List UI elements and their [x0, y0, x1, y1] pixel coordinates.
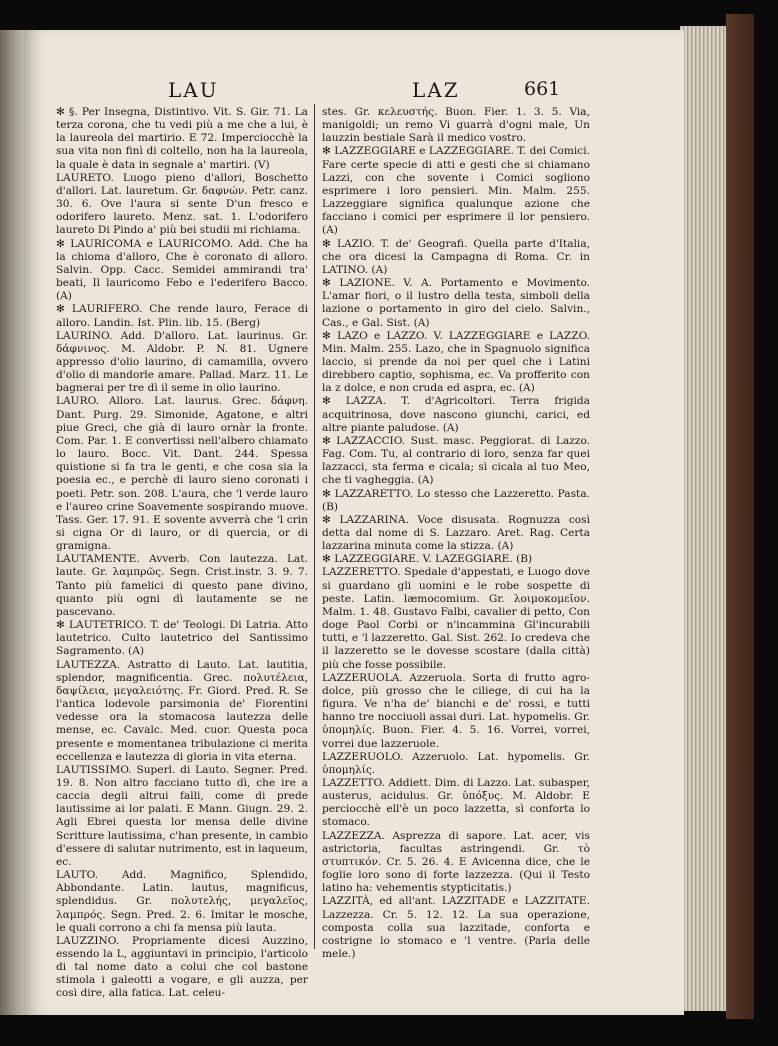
- entry: ✻ §. Per Insegna, Distintivo. Vit. S. Gir. 71. La terza corona, che tu vedi più a me che a lui, è la laureola del martirio. E 72. Imperciocchè la sua vita non finì di coltello, non ha la laureola, la quale è data in segnale a' martiri. (V): [56, 106, 308, 171]
- page-number: 661: [524, 78, 561, 100]
- entry: ✻ LAZZEGGIARE e LAZZEGGIARE. T. dei Comici. Fare certe specie di atti e gesti che si chiamano Lazzi, con che sovente i Comici sogliono esprimere i loro pensieri. Min. Malm. 255. Lazzeggiare significa qualunque azione che facciano i comici per esprimere il lor pensiero. (A): [322, 145, 590, 237]
- entry: ✻ LAZZARETTO. Lo stesso che Lazzeretto. Pasta. (B): [322, 487, 590, 513]
- book-cover-right: [726, 14, 754, 1019]
- entry: LAURINO. Add. D'alloro. Lat. laurinus. Gr. δάφνινος. M. Aldobr. P. N. 81. Ugnere appresso d'olio laurino, di camamilla, ovvero d'olio di mandorle amare. Pallad. Marz. 11. Le bagnerai per tre dì il seme in olio laurino.: [56, 329, 308, 395]
- entry: ✻ LAUTETRICO. T. de' Teologi. Di Latria. Atto lautetrico. Culto lautetrico del Santissimo Sagramento. (A): [56, 619, 308, 658]
- entry: ✻ LAZO e LAZZO. V. LAZZEGGIARE e LAZZO. Min. Malm. 255. Lazo, che in Spagnuolo significa laccio, si prende da noi per quel che i Latini direbbero captio, sophisma, ec. Va profferito con la z dolce, e non cruda ed aspra, ec. (A): [322, 329, 590, 395]
- entry: LAZZERUOLA. Azzeruola. Sorta di frutto agro-dolce, più grosso che le ciliege, di cui ha la figura. Ve n'ha de' bianchi e de' rossi, e tutti hanno tre nocciuoli assai duri. Lat. hypomelis. Gr. ὑπομηλίς. Buon. Fier. 4. 5. 16. Vorrei, vorrei, vorrei due lazzeruole.: [322, 671, 590, 750]
- entry: LAZZERETTO. Spedale d'appestati, e Luogo dove si guardano gli uomini e le robe sospette di peste. Latin. læmocomium. Gr. λοιμοκομεῖον. Malm. 1. 48. Gustavo Falbi, cavalier di petto, Con doge Paol Corbi or n'incammina Gl'incurabili tutti, e 'l lazzeretto. Gal. Sist. 262. Io credeva che il lazzeretto se le dovesse scostare (dalla città) più che fosse possibile.: [322, 566, 590, 671]
- entry: LAUTISSIMO. Superl. di Lauto. Segner. Pred. 19. 8. Non altro facciano tutto dì, che ire a caccia degli altrui falli, come di prede lautissime ai lor palati. E Mann. Giugn. 29. 2. Agli Ebrei questa lor mensa delle divine Scritture lautissima, c'han presente, in cambio d'essere di salutar nutrimento, est in laqueum, ec.: [56, 763, 308, 868]
- entry: ✻ LAZZEGGIARE. V. LAZEGGIARE. (B): [322, 553, 533, 566]
- entry: LAUTAMENTE. Avverb. Con lautezza. Lat. laute. Gr. λαμπρῶς. Segn. Crist.instr. 3. 9. 7. Tanto più famelici di questo pane divino, quanto più ogni dì lautamente se ne pascevano.: [56, 553, 308, 618]
- entry: stes. Gr. κελευστής. Buon. Fier. 1. 3. 5. Via, manigoldi; un remo Vi guarrà d'ogni male, Un lauzzin bestiale Sarà il medico vostro.: [322, 106, 590, 145]
- entry: LAURO. Alloro. Lat. laurus. Grec. δάφνη. Dant. Purg. 29. Simonide, Agatone, e altri piue Greci, che già di lauro ornàr la fronte. Com. Par. 1. E convertissi nell'albero chiamato lo lauro. Bocc. Vit. Dant. 244. Spessa quistione si fa tra le genti, e che cosa sia la poesia ec., e perchè di lauro sieno coronati i poeti. Petr. son. 208. L'aura, che 'l verde lauro e l'aureo crine Soavemente sospirando muove. Tass. Ger. 17. 91. E sovente avverrà che 'l crin si cigna Or di lauro, or di quercia, or di gramigna.: [56, 395, 308, 553]
- entry: ✻ LAZZACCIO. Sust. masc. Peggiorat. di Lazzo. Fag. Com. Tu, al contrario di loro, senza far quei lazzacci, sta ferma e cicala; sì cicala al tuo Meo, che ti vagheggia. (A): [322, 434, 590, 487]
- entry: LAURETO. Luogo pieno d'allori, Boschetto d'allori. Lat. lauretum. Gr. δαφνών. Petr. canz. 30. 6. Ove l'aura si sente D'un fresco e odorifero laureto. Menz. sat. 1. L'odorifero laureto Di Pindo a' più bei studii mi richiama.: [56, 171, 308, 237]
- entry: ✻ LAURICOMA e LAURICOMO. Add. Che ha la chioma d'alloro, Che è coronato di alloro. Salvin. Opp. Cacc. Semidei ammirandi tra' beati, Il lauricomo Febo e l'ederifero Bacco. (A): [56, 237, 308, 303]
- entry: LAZZETTO. Addiett. Dim. di Lazzo. Lat. subasper, austerus, acidulus. Gr. ὑπόξυς. M. Aldobr. E perciocchè ell'è un poco lazzetta, sì conforta lo stomaco.: [322, 776, 590, 829]
- entry: LAZZITÀ, ed all'ant. LAZZITADE e LAZZITATE. Lazzezza. Cr. 5. 12. 12. La sua operazione, composta colla sua lazzitade, conforta e costrigne lo stomaco e 'l ventre. (Parla delle mele.): [322, 895, 590, 960]
- entry: ✻ LAZZA. T. d'Agricoltori. Terra frigida acquitrinosa, dove nascono giunchi, carici, ed altre piante paludose. (A): [322, 395, 590, 434]
- running-head-right: LAZ: [412, 78, 460, 102]
- entry: ✻ LAURIFERO. Che rende lauro, Ferace di alloro. Landin. Ist. Plin. lib. 15. (Berg): [56, 303, 308, 329]
- entry: LAZZEZZA. Asprezza di sapore. Lat. acer, vis astrictoria, facultas astringendi. Gr. τὸ στυπτικόν. Cr. 5. 26. 4. E Avicenna dice, che le foglie loro sono di forte lazzezza. (Qui il Testo latino ha: vehementis stypticitatis.): [322, 829, 590, 895]
- left-column: [56, 106, 308, 1000]
- column-divider: [314, 104, 315, 949]
- entry: LAUTO. Add. Magnifico, Splendido, Abbondante. Latin. lautus, magnificus, splendidus. Gr. πολυτελής, μεγαλεῖος, λαμπρός. Segn. Pred. 2. 6. Imitar le mosche, le quali corrono a chi fa mensa più lauta.: [56, 869, 308, 934]
- entry: ✻ LAZIONE. V. A. Portamento e Movimento. L'amar fiori, o il lustro della testa, simboli della lazione o portamento in giro del cielo. Salvin., Cas., e Gal. Sist. (A): [322, 277, 590, 329]
- running-head-left: LAU: [168, 78, 219, 102]
- entry: LAZZERUOLO. Azzeruolo. Lat. hypomelis. Gr. ὑπομηλίς.: [322, 750, 590, 776]
- entry: LAUZZINO. Propriamente dicesi Auzzino, essendo la L, aggiuntavi in principio, l'articolo di tal nome dato a colui che col bastone stimola i galeotti a vogare, e gli auzza, per così dire, alla fatica. Lat. celeu-: [56, 934, 308, 1000]
- page-stack-edge: [680, 26, 730, 1011]
- right-column: [322, 106, 590, 986]
- entry: ✻ LAZZARINA. Voce disusata. Rognuzza così detta dal nome di S. Lazzaro. Aret. Rag. Certa lazzarina minuta come la stizza. (A): [322, 513, 590, 553]
- entry: LAUTEZZA. Astratto di Lauto. Lat. lautitia, splendor, magnificentia. Grec. πολυτέλεια, δαψίλεια, μεγαλειότης. Fr. Giord. Pred. R. Se l'antica lodevole parsimonia de' Fiorentini vedesse ora la stomacosa lautezza delle mense, ec. Cavalc. Med. cuor. Questa poca presente e momentanea tribulazione ci merita eccellenza e lautezza di gloria in vita eterna.: [56, 658, 308, 763]
- entry: ✻ LAZIO. T. de' Geografi. Quella parte d'Italia, che ora dicesi la Campagna di Roma. Cr. in LATINO. (A): [322, 237, 590, 276]
